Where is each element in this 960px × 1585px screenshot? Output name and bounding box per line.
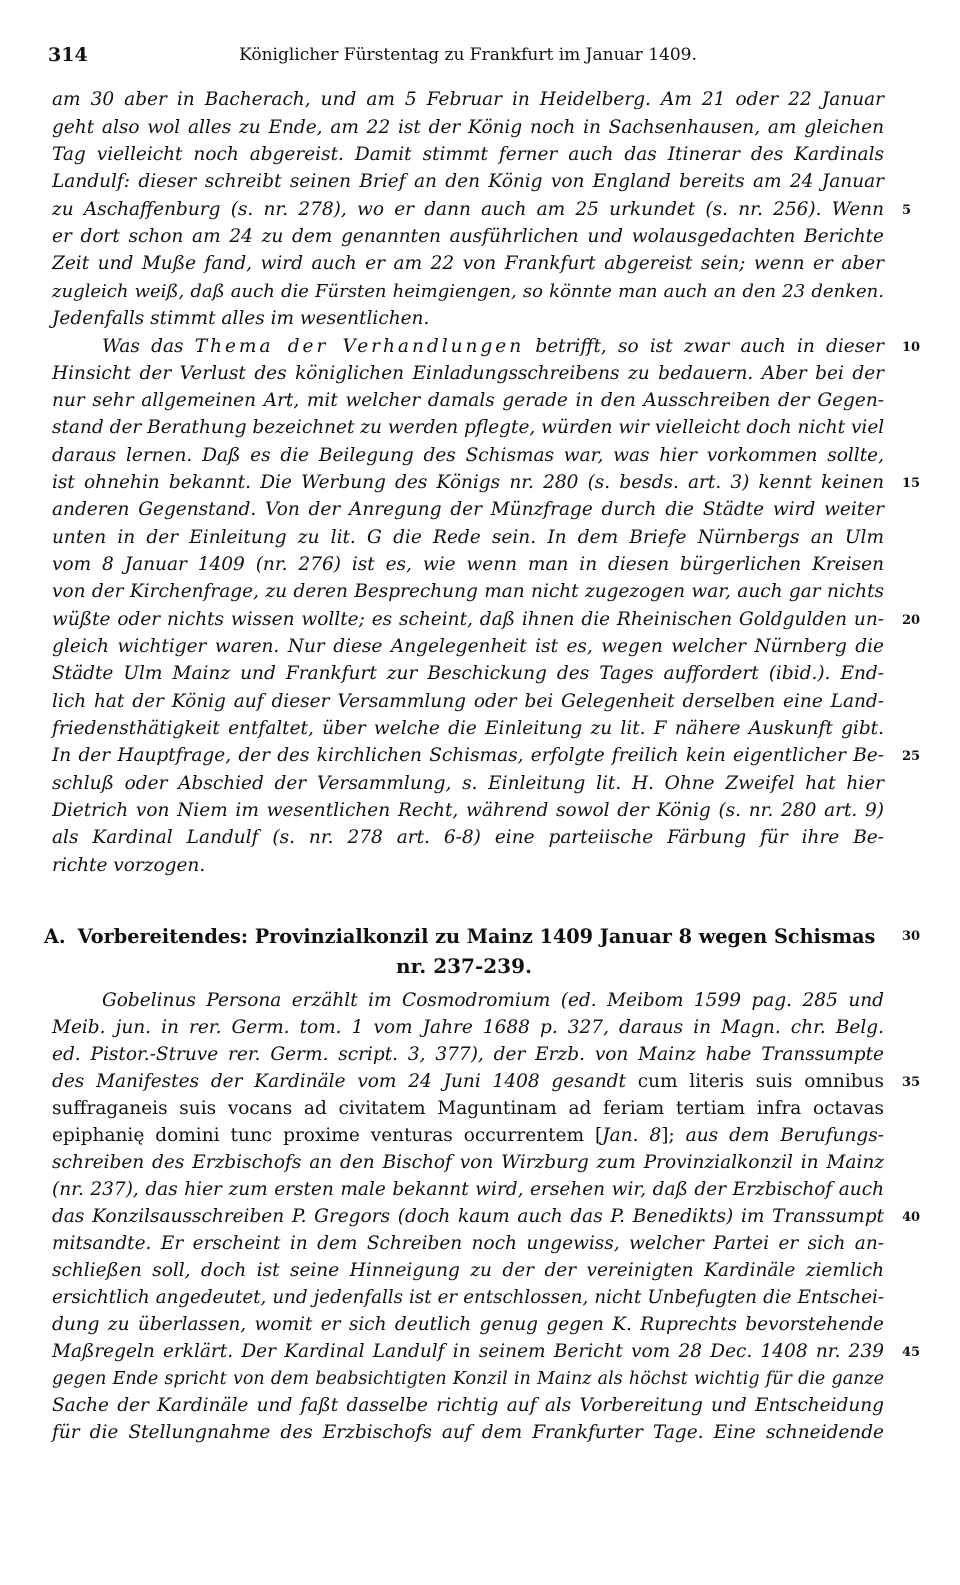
italic-span: Jan. 8 — [602, 1125, 662, 1146]
margin-line-number: 10 — [902, 340, 921, 355]
text-line: gegen Ende spricht von dem beabsichtigten Konzil in Mainz als höchst wichtig für die ganze — [52, 1369, 884, 1389]
text-line: mitsandte. Er erscheint in dem Schreiben noch ungewiss, welcher Partei er sich an- — [52, 1233, 884, 1254]
text-line: für die Stellungnahme des Erzbischofs auf dem Frankfurter Tage. Eine schneidende — [52, 1422, 884, 1443]
text-line: dung zu überlassen, womit er sich deutlich genug gegen K. Ruprechts bevorstehende — [52, 1314, 884, 1335]
text-line: friedensthätigkeit entfaltet, über welche die Einleitung zu lit. F nähere Auskunft gibt. — [52, 718, 884, 739]
text-line — [52, 1068, 884, 1096]
text-line: (nr. 237), das hier zum ersten male bekannt wird, ersehen wir, daß der Erzbischof auch — [52, 1179, 884, 1200]
margin-line-number: 20 — [902, 613, 921, 628]
section-label: A. — [44, 925, 66, 948]
text-span: betrifft, so ist zwar auch in dieser — [524, 336, 884, 357]
text-line: daraus lernen. Daß es die Beilegung des Schismas war, was hier vorkommen sollte, — [52, 445, 884, 466]
text-line — [52, 1122, 884, 1150]
text-line: Landulf: dieser schreibt seinen Brief an den König von England bereits am 24 Januar — [52, 171, 884, 192]
margin-line-number: 30 — [902, 929, 921, 944]
text-line: anderen Gegenstand. Von der Anregung der Münzfrage durch die Städte wird weiter — [52, 499, 884, 520]
text-line: Maßregeln erklärt. Der Kardinal Landulf in seinem Bericht vom 28 Dec. 1408 nr. 239 — [52, 1341, 884, 1362]
text-line: zu Aschaffenburg (s. nr. 278), wo er dann auch am 25 urkundet (s. nr. 256). Wenn — [52, 199, 884, 220]
text-line: In der Hauptfrage, der des kirchlichen Schismas, erfolgte freilich kein eigentlicher Be- — [52, 745, 884, 766]
page-number: 314 — [48, 44, 88, 66]
text-line: nur sehr allgemeinen Art, mit welcher damals gerade in den Ausschreiben der Gegen- — [52, 390, 884, 411]
text-line: schluß oder Abschied der Versammlung, s. Einleitung lit. H. Ohne Zweifel hat hier — [52, 773, 884, 794]
margin-line-number: 45 — [902, 1345, 921, 1360]
margin-line-number: 40 — [902, 1210, 921, 1225]
text-line: zugleich weiß, daß auch die Fürsten heimgiengen, so könnte man auch an den 23 denken. — [52, 281, 884, 302]
text-line: gleich wichtiger waren. Nur diese Angelegenheit ist es, wegen welcher Nürnberg die — [52, 636, 884, 657]
section-heading-numbers: nr. 237-239. — [396, 954, 532, 978]
text-line: Sache der Kardinäle und faßt dasselbe richtig auf als Vorbereitung und Entscheidung — [52, 1395, 884, 1416]
section-heading — [44, 922, 884, 952]
text-line: ersichtlich angedeutet, und jedenfalls ist er entschlossen, nicht Unbefugten die Entschei- — [52, 1287, 884, 1308]
italic-span: aus dem Berufungs- — [685, 1125, 884, 1146]
text-line: Dietrich von Niem im wesentlichen Recht, während sowol der König (s. nr. 280 art. 9) — [52, 800, 884, 821]
text-line — [102, 333, 884, 361]
spaced-text: Thema der Verhandlungen — [194, 336, 525, 357]
margin-line-number: 5 — [902, 203, 912, 218]
text-line: geht also wol alles zu Ende, am 22 ist der König noch in Sachsenhausen, am gleichen — [52, 117, 884, 138]
text-line: das Konzilsausschreiben P. Gregors (doch kaum auch das P. Benedikts) im Transsumpt — [52, 1206, 884, 1227]
text-line: ed. Pistor.-Struve rer. Germ. script. 3, 377), der Erzb. von Mainz habe Transsumpte — [52, 1044, 884, 1065]
text-line: als Kardinal Landulf (s. nr. 278 art. 6-8) eine parteiische Färbung für ihre Be- — [52, 827, 884, 848]
text-line: suffraganeis suis vocans ad civitatem Maguntinam ad feriam tertiam infra octavas — [52, 1098, 884, 1119]
text-line: vom 8 Januar 1409 (nr. 276) ist es, wie wenn man in diesen bürgerlichen Kreisen — [52, 554, 884, 575]
text-line: Hinsicht der Verlust des königlichen Einladungsschreibens zu bedauern. Aber bei der — [52, 363, 884, 384]
bracket-span: ]; — [661, 1125, 686, 1146]
text-line: stand der Berathung bezeichnet zu werden pflegte, würden wir vielleicht doch nicht viel — [52, 417, 885, 438]
text-line: Meib. jun. in rer. Germ. tom. 1 vom Jahre 1688 p. 327, daraus in Magn. chr. Belg. — [52, 1017, 884, 1038]
text-line: wüßte oder nichts wissen wollte; es scheint, daß ihnen die Rheinischen Goldgulden un- — [52, 609, 884, 630]
text-line: Städte Ulm Mainz und Frankfurt zur Beschickung des Tages auffordert (ibid.). End- — [52, 663, 884, 684]
text-line: richte vorzogen. — [52, 855, 206, 876]
text-line: schließen soll, doch ist seine Hinneigung zu der der vereinigten Kardinäle ziemlich — [52, 1260, 884, 1281]
text-line: Tag vielleicht noch abgereist. Damit stimmt ferner auch das Itinerar des Kardinals — [52, 144, 884, 165]
text-span: Was das — [102, 336, 195, 357]
latin-quote: epiphanię domini tunc proxime venturas occurrentem [ — [52, 1125, 603, 1146]
text-line: Gobelinus Persona erzählt im Cosmodromium (ed. Meibom 1599 pag. 285 und — [102, 990, 884, 1011]
text-line: von der Kirchenfrage, zu deren Besprechung man nicht zugezogen war, auch gar nichts — [52, 581, 884, 602]
running-title: Königlicher Fürstentag zu Frankfurt im Januar 1409. — [239, 45, 697, 65]
margin-line-number: 25 — [902, 749, 921, 764]
italic-span: des Manifestes der Kardinäle vom 24 Juni 1408 gesandt — [52, 1071, 626, 1092]
text-line: schreiben des Erzbischofs an den Bischof von Wirzburg zum Provinzialkonzil in Mainz — [52, 1152, 884, 1173]
text-line: am 30 aber in Bacherach, und am 5 Februar in Heidelberg. Am 21 oder 22 Januar — [52, 89, 884, 110]
section-title: Vorbereitendes: Provinzialkonzil zu Mainz 1409 Januar 8 wegen Schismas — [77, 925, 876, 948]
page-header — [48, 44, 888, 72]
text-line: lich hat der König auf dieser Versammlung oder bei Gelegenheit derselben eine Land- — [52, 691, 884, 712]
text-line: ist ohnehin bekannt. Die Werbung des Königs nr. 280 (s. besds. art. 3) kennt keinen — [52, 472, 884, 493]
margin-line-number: 15 — [902, 476, 921, 491]
text-line: unten in der Einleitung zu lit. G die Rede sein. In dem Briefe Nürnbergs an Ulm — [52, 527, 884, 548]
margin-line-number: 35 — [902, 1075, 921, 1090]
text-line: Zeit und Muße fand, wird auch er am 22 von Frankfurt abgereist sein; wenn er aber — [52, 253, 884, 274]
text-line: Jedenfalls stimmt alles im wesentlichen. — [52, 308, 430, 329]
latin-quote: cum literis suis omnibus — [625, 1071, 884, 1092]
text-line: er dort schon am 24 zu dem genannten ausführlichen und wolausgedachten Berichte — [52, 226, 884, 247]
